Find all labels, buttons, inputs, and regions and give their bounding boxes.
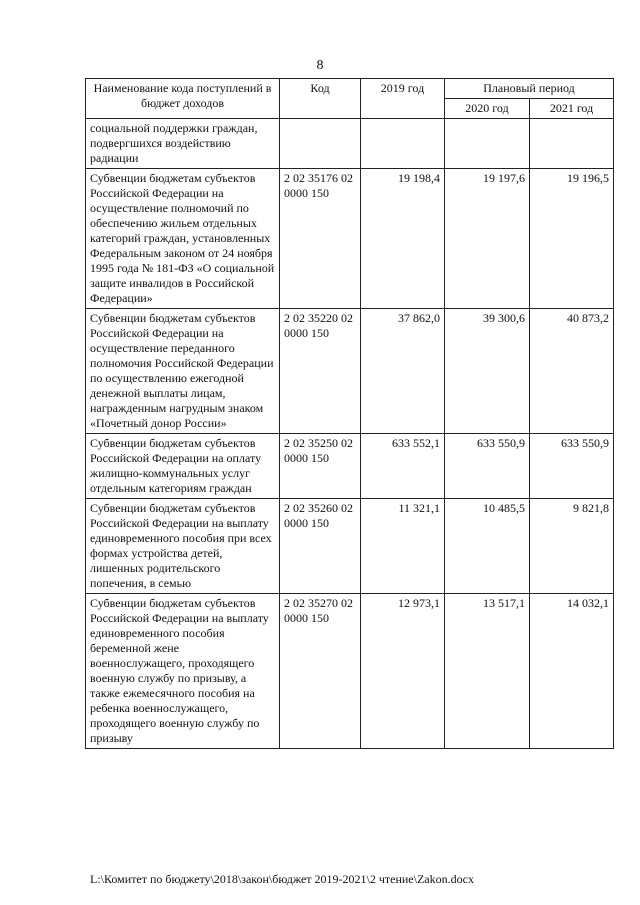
row-2019: 37 862,0 bbox=[361, 309, 445, 434]
row-2021: 19 196,5 bbox=[530, 169, 614, 309]
header-name: Наименование кода поступлений в бюджет доходов bbox=[86, 79, 280, 119]
row-2019: 11 321,1 bbox=[361, 499, 445, 594]
table-row bbox=[86, 499, 614, 594]
header-2020: 2020 год bbox=[445, 99, 530, 119]
table-header-row bbox=[86, 79, 614, 99]
row-2020: 39 300,6 bbox=[445, 309, 530, 434]
row-name: Субвенции бюджетам субъектов Российской Федерации на выплату единовременного пособия беременной жене военнослужащего, проходящего военную службу по призыву, а также ежемесячного пособия на ребенка военнослужащего, проходящего военную службу по призыву bbox=[86, 594, 280, 749]
row-code: 2 02 35220 02 0000 150 bbox=[280, 309, 361, 434]
row-name: Субвенции бюджетам субъектов Российской Федерации на осуществление полномочий по обеспечению жильем отдельных категорий граждан, установленных Федеральным законом от 24 ноября 1995 года № 181-ФЗ «О социальной защите инвалидов в Российской Федерации» bbox=[86, 169, 280, 309]
row-2020: 633 550,9 bbox=[445, 434, 530, 499]
revenue-table bbox=[85, 78, 614, 749]
row-code: 2 02 35176 02 0000 150 bbox=[280, 169, 361, 309]
header-code: Код bbox=[280, 79, 361, 119]
row-2019: 12 973,1 bbox=[361, 594, 445, 749]
row-2020 bbox=[445, 119, 530, 169]
table-row bbox=[86, 434, 614, 499]
row-2021: 633 550,9 bbox=[530, 434, 614, 499]
table-row bbox=[86, 119, 614, 169]
row-code: 2 02 35260 02 0000 150 bbox=[280, 499, 361, 594]
row-2019 bbox=[361, 119, 445, 169]
row-code: 2 02 35270 02 0000 150 bbox=[280, 594, 361, 749]
page-number: 8 bbox=[316, 58, 324, 73]
row-2019: 633 552,1 bbox=[361, 434, 445, 499]
row-2021 bbox=[530, 119, 614, 169]
row-2021: 14 032,1 bbox=[530, 594, 614, 749]
row-2021: 40 873,2 bbox=[530, 309, 614, 434]
row-code: 2 02 35250 02 0000 150 bbox=[280, 434, 361, 499]
row-name: социальной поддержки граждан, подвергшихся воздействию радиации bbox=[86, 119, 280, 169]
document-file-path: L:\Комитет по бюджету\2018\закон\бюджет 2019-2021\2 чтение\Zakon.docx bbox=[90, 872, 474, 886]
row-code bbox=[280, 119, 361, 169]
table-row bbox=[86, 594, 614, 749]
row-2020: 19 197,6 bbox=[445, 169, 530, 309]
header-2021: 2021 год bbox=[530, 99, 614, 119]
row-2020: 13 517,1 bbox=[445, 594, 530, 749]
row-name: Субвенции бюджетам субъектов Российской Федерации на выплату единовременного пособия при всех формах устройства детей, лишенных родительского попечения, в семью bbox=[86, 499, 280, 594]
row-name: Субвенции бюджетам субъектов Российской Федерации на осуществление переданного полномочия Российской Федерации по осуществлению ежегодной денежной выплаты лицам, награжденным нагрудным знаком «Почетный донор России» bbox=[86, 309, 280, 434]
header-2019: 2019 год bbox=[361, 79, 445, 119]
table-row bbox=[86, 309, 614, 434]
row-2019: 19 198,4 bbox=[361, 169, 445, 309]
row-2021: 9 821,8 bbox=[530, 499, 614, 594]
header-planned-period: Плановый период bbox=[445, 79, 614, 99]
table-row bbox=[86, 169, 614, 309]
row-2020: 10 485,5 bbox=[445, 499, 530, 594]
row-name: Субвенции бюджетам субъектов Российской Федерации на оплату жилищно-коммунальных услуг отдельным категориям граждан bbox=[86, 434, 280, 499]
